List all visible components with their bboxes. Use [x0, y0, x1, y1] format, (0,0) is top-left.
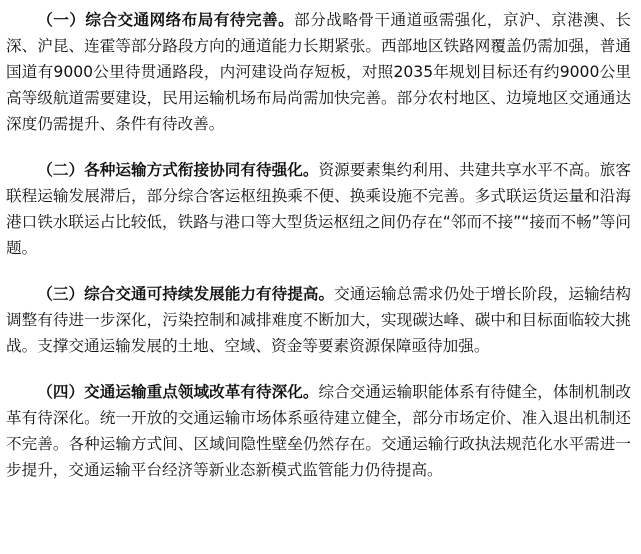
- paragraph-4: [6, 379, 631, 483]
- paragraph-4-heading: （四）交通运输重点领域改革有待深化。: [37, 382, 319, 401]
- paragraph-3: [6, 281, 631, 359]
- paragraph-3-heading: （三）综合交通可持续发展能力有待提高。: [37, 284, 335, 303]
- paragraph-2: [6, 157, 631, 261]
- paragraph-4-text: 综合交通运输职能体系有待健全，体制机制改革有待深化。统一开放的交通运输市场体系亟待建立健全，部分市场定价、准入退出机制还不完善。各种运输方式间、区域间隐性壁垒仍然存在。交通运输行政执法规范化水平需进一步提升，交通运输平台经济等新业态新模式监管能力仍待提高。: [6, 383, 631, 479]
- paragraph-1-heading: （一）综合交通网络布局有待完善。: [37, 10, 295, 29]
- paragraph-1-text: 部分战略骨干通道亟需强化，京沪、京港澳、长深、沪昆、连霍等部分路段方向的通道能力长期紧张。西部地区铁路网覆盖仍需加强，普通国道有9000公里待贯通路段，内河建设尚存短板，对照2035年规划目标还有约9000公里高等级航道需要建设，民用运输机场布局尚需加快完善。部分农村地区、边境地区交通通达深度仍需提升、条件有待改善。: [6, 11, 631, 133]
- paragraph-1: [6, 7, 631, 137]
- paragraph-3-text: 交通运输总需求仍处于增长阶段，运输结构调整有待进一步深化，污染控制和减排难度不断加大，实现碳达峰、碳中和目标面临较大挑战。支撑交通运输发展的土地、空域、资金等要素资源保障亟待加强。: [6, 285, 631, 355]
- paragraph-2-heading: （二）各种运输方式衔接协同有待强化。: [37, 160, 319, 179]
- paragraph-2-text: 资源要素集约利用、共建共享水平不高。旅客联程运输发展滞后，部分综合客运枢纽换乘不便、换乘设施不完善。多式联运货运量和沿海港口铁水联运占比较低，铁路与港口等大型货运枢纽之间仍存在“邻而不接”“接而不畅”等问题。: [6, 161, 631, 257]
